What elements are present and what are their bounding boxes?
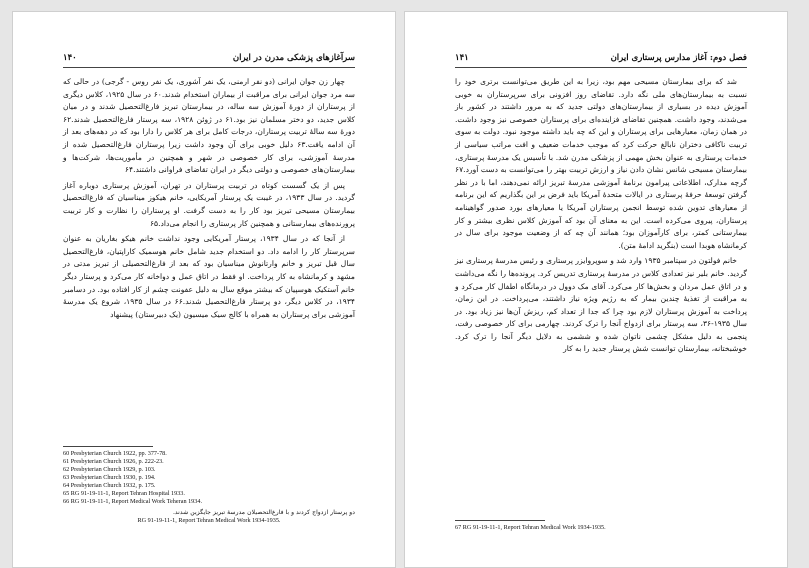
left-paragraph-3: از آنجا که در سال ۱۹۳۴، پرستار آمریکایی وجود نداشت خانم هیکو بغاریان به عنوان سرپرستار کار را ادامه داد. دو استخدام جدید شامل خانم هوسمیک کاراپتیان، فارغ‌التحصیل سال قبل تبریز و خانم وارتانوش میناسیان بود که بعد از فارغ‌التحصیلی از تبریز مدتی در مشهد و کرمانشاه به کار پرداخت. او فقط در اتاق عمل و دواخانه کار می‌کرد و پرستار دیگر خانم آستکیک هوسپیان که بیشتر موقع سال به دلیل عفونت چشم از کار افتاده بود. در دسامبر ۱۹۳۴، در کلاس دیگر، دو پرستار فارغ‌التحصیل شدند.۶۶ در سال ۱۹۳۵، شروع یک مدرسهٔ آموزشی برای پرستاران به همراه با کالج سیک میسیون (یک دبیرستان) پیشنهاد: [63, 234, 355, 319]
footnote-61: 61 Presbyterian Church 1926, p. 222-23.: [63, 458, 164, 465]
footnote-60: 60 Presbyterian Church 1922, pp. 377-78.: [63, 450, 167, 457]
footnote-67: 67 RG 91-19-11-1, Report Tehran Medical Work 1934-1935.: [455, 524, 606, 531]
footnote-65: 65 RG 91-19-11-1, Report Tehran Hospital 1933.: [63, 490, 185, 497]
left-page-number: ۱۴۰: [63, 53, 77, 63]
right-paragraph-1: شد که برای بیمارستان مسیحی مهم بود، زیرا به این طریق می‌توانست برتری خود را نسبت به بیمارستان‌های ملی نگه دارد. تقاضای روز افزونی برای سرپرستاران به خوبی آموزش دیده در بسیاری از بیمارستان‌های دولتی جدید که به مرور داشتند در کشور باز می‌شدند، وجود داشت. همچنین تقاضای فزاینده‌ای برای پرستاران خصوصی نیز وجود داشت. در همان زمان، معیارهایی برای پرستاران و این که چه باید داشته موجود نبود. دولت به سوی تربیت ناکافی دختران نابالغ حرکت کرد که موجب خدمات ضعیف و افت مراتب سیاسی از خدمات پرستاری به عنوان بخش مهمی از پزشکی مدرن شد. با تأسیس یک مدرسهٔ پرستاری، بیمارستان مسیحی شانس نشان دادن نیاز و ارزش تربیت بهتر را می‌توانست به دست آورد.۶۷ گرچه مدارک، اطلاعاتی پیرامون برنامهٔ آموزشی مدرسهٔ تبریز ارائه نمی‌دهند، اما با در نظر گرفتن توسعهٔ حرفهٔ پرستاری در ایالات متحدهٔ آمریکا باید فرض بر این بگذاریم که این برنامه از معیارهای تدوین شده توسط انجمن پرستاران آمریکا یا معیارهای بورد صدور گواهینامه پرستاران، پیروی می‌کرده است. این به معنای آن بود که آموزش کلاس نظری بیشتر و کار بیمارستانی کمتر، برای کارآموزان بود؛ همانند آن چه که از وضعیت موجود برای سال در کرمانشاه هوبدا است (بنگرید ادامهٔ متن).: [455, 77, 747, 250]
right-running-title: فصل دوم: آغاز مدارس پرستاری ایران: [610, 53, 747, 63]
persian-footnote-reference: RG 91-19-11-1, Report Tehran Medical Work 1934-1935.: [137, 517, 281, 524]
right-footnote-rule: [455, 520, 545, 521]
left-footnote-rule: [63, 446, 153, 447]
right-running-header: [455, 53, 747, 68]
left-running-title: سرآغازهای پزشکی مدرن در ایران: [232, 53, 355, 63]
right-paragraph-2: خانم فولتون در سپتامبر ۱۹۳۵ وارد شد و سوپروایزر پرستاری و رئیس مدرسهٔ پرستاری نیز گردید. خانم بلیر نیز تعدادی کلاس در مدرسهٔ پرستاری تدریس کرد. پرونده‌ها را نگه می‌داشت و در اتاق عمل مردان و بخش‌ها کار می‌کرد. آقای مک دوول در درمانگاه اطفال کار می‌کرد و به مراقبت از تغذیهٔ چندین بیمار که به رژیم ویژه نیاز داشتند، می‌پرداخت. در این زمان، پرداخت به آموزش پرستاران لازم بود چرا که جدا از تعداد کم، ریزش آن‌ها نیز زیاد بود. در سال ۱۹۳۵-۳۶، سه پرستار برای ازدواج آنجا را ترک کردند. چهارمی برای کار خصوصی رفت، پنجمی به دلیل مشکل چشمی ناتوان شده و ششمی به دلایل دیگر آنجا را ترک کرد. خوشبختانه، بیمارستان توانست شش پرستار جدید را به کار: [455, 256, 748, 354]
left-paragraph-1: چهار زن جوان ایرانی (دو نفر ارمنی، یک نفر آشوری، یک نفر روس - گرجی) در حالی که سه مرد جوان ایرانی برای مراقبت از بیماران استخدام شدند.۶۰ در سال ۱۹۲۵، کلاس دیگری از پرستاران از دورهٔ آموزش سه ساله، در بیمارستان تبریز فارغ‌التحصیل شدند و در میان کلاس جدید، دو دختر مسلمان نیز بود.۶۱ در ژوئن ۱۹۲۸، سه پرستار فارغ‌التحصیل شدند.۶۲ دورهٔ سه سالهٔ تربیت پرستاران، درجات کامل برای هر کلاس را دارا بود که در دهه‌های بعد از آن ادامه یافت.۶۳ دلیل خوبی برای آن وجود داشت زیرا پرستاران فارغ‌التحصیل شده از مدرسهٔ آموزشی، برای کار خصوصی در شهر و همچنین در مأموریت‌ها، شرکت‌ها و بیمارستان‌های خصوصی و دولتی دیگر در ایران تقاضای فراوانی داشتند.۶۴: [63, 77, 356, 175]
footnote-66: 66 RG 91-19-11-1, Report Medical Work Teheran 1934.: [63, 498, 203, 505]
right-body-text: [455, 76, 747, 359]
footnote-64: 64 Presbyterian Church 1932, p. 175.: [63, 482, 156, 489]
footnote-63: 63 Presbyterian Church 1930, p. 194.: [63, 474, 156, 481]
left-running-header: [63, 53, 355, 68]
right-footnotes: [455, 524, 747, 532]
right-page: [404, 11, 788, 568]
left-footnotes: [63, 450, 355, 525]
left-page: [12, 11, 396, 568]
left-body-text: [63, 76, 355, 324]
persian-footnote: دو پرستار ازدواج کردند و با فارغ‌التحصیلان مدرسهٔ تبریز جایگزین شدند.: [172, 509, 355, 516]
right-page-number: ۱۴۱: [455, 53, 469, 63]
left-paragraph-2: پس از یک گسست کوتاه در تربیت پرستاران در تهران، آموزش پرستاری دوباره آغاز گردید. در سال ۱۹۳۳، در غیبت یک پرستار آمریکایی، خانم هیکوز میناسیان که فارغ‌التحصیل بیمارستان مسیحی تبریز بود کار را به دست گرفت. او پرستاران را نظارت و کار تربیت پرورنده‌های بیمارستانی و همچنین کار پرستاری را انجام می‌داد.۶۵: [63, 180, 356, 228]
footnote-62: 62 Presbyterian Church 1929, p. 103.: [63, 466, 156, 473]
